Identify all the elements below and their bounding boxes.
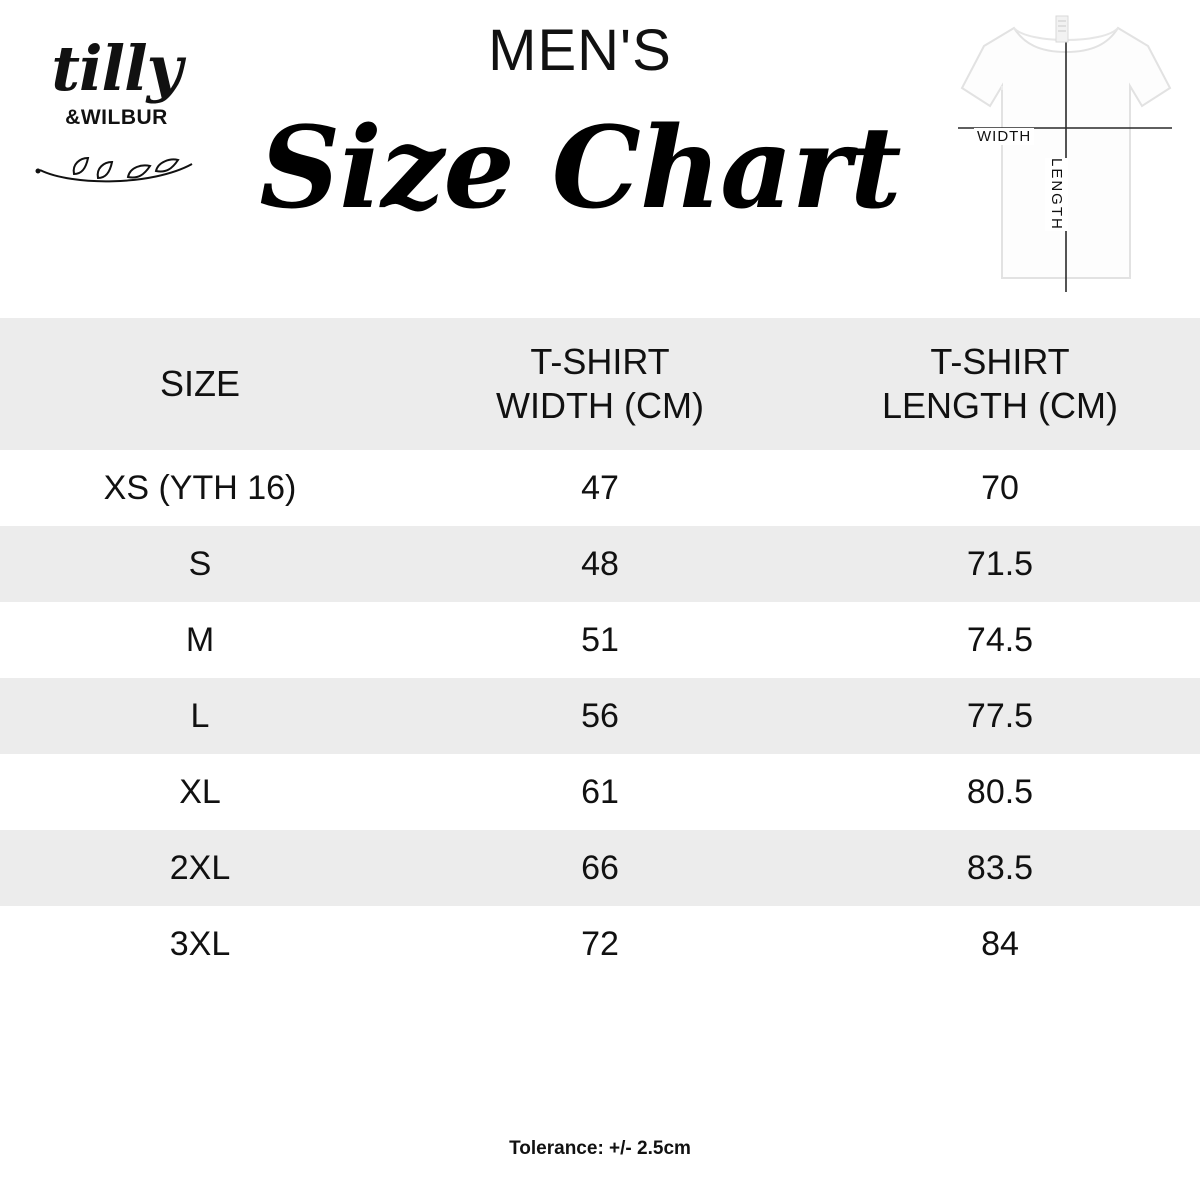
- cell-width: 56: [581, 696, 619, 735]
- brand-name-script: tilly: [51, 32, 182, 105]
- cell-width: 66: [581, 848, 619, 887]
- column-header-width-line2: WIDTH (CM): [496, 385, 704, 426]
- cell-length: 83.5: [966, 848, 1034, 887]
- cell-size: 3XL: [169, 924, 231, 963]
- table-row: [0, 906, 1200, 982]
- table-row: [0, 602, 1200, 678]
- leaf-branch-icon: [24, 140, 209, 193]
- cell-width: 51: [581, 620, 619, 659]
- cell-length: 80.5: [966, 772, 1034, 811]
- size-chart-table: [0, 318, 1200, 982]
- table-header-row: [0, 318, 1200, 450]
- title-line-size-chart: Size Chart: [259, 103, 901, 234]
- diagram-width-label: WIDTH: [974, 128, 1034, 145]
- cell-size: XL: [179, 772, 221, 811]
- cell-width: 47: [581, 468, 619, 507]
- table-row: [0, 830, 1200, 906]
- diagram-length-label: LENGTH: [1045, 158, 1068, 231]
- cell-width: 61: [581, 772, 619, 811]
- brand-name-sub: &WILBUR: [65, 106, 168, 129]
- cell-size: S: [188, 544, 212, 583]
- title-line-men: MEN'S: [488, 18, 672, 83]
- column-header-length: [800, 340, 1200, 428]
- cell-width: 72: [581, 924, 619, 963]
- cell-size: 2XL: [169, 848, 231, 887]
- column-header-length-line2: LENGTH (CM): [882, 385, 1118, 426]
- table-row: [0, 526, 1200, 602]
- cell-length: 77.5: [966, 696, 1034, 735]
- cell-size: XS (YTH 16): [103, 468, 297, 507]
- table-row: [0, 450, 1200, 526]
- column-header-width-line1: T-SHIRT: [530, 341, 670, 382]
- tshirt-icon: [944, 10, 1184, 295]
- tolerance-note: Tolerance: +/- 2.5cm: [509, 1138, 691, 1159]
- table-row: [0, 754, 1200, 830]
- cell-length: 71.5: [966, 544, 1034, 583]
- cell-length: 84: [981, 924, 1019, 963]
- column-header-size: SIZE: [159, 363, 240, 404]
- chart-header: [0, 0, 1200, 318]
- cell-size: M: [185, 620, 215, 659]
- cell-size: L: [190, 696, 210, 735]
- cell-length: 74.5: [966, 620, 1034, 659]
- column-header-width: [400, 340, 800, 428]
- brand-logo: [24, 32, 209, 238]
- cell-width: 48: [581, 544, 619, 583]
- cell-length: 70: [981, 468, 1019, 507]
- column-header-length-line1: T-SHIRT: [930, 341, 1070, 382]
- table-row: [0, 678, 1200, 754]
- page-title: [200, 20, 960, 234]
